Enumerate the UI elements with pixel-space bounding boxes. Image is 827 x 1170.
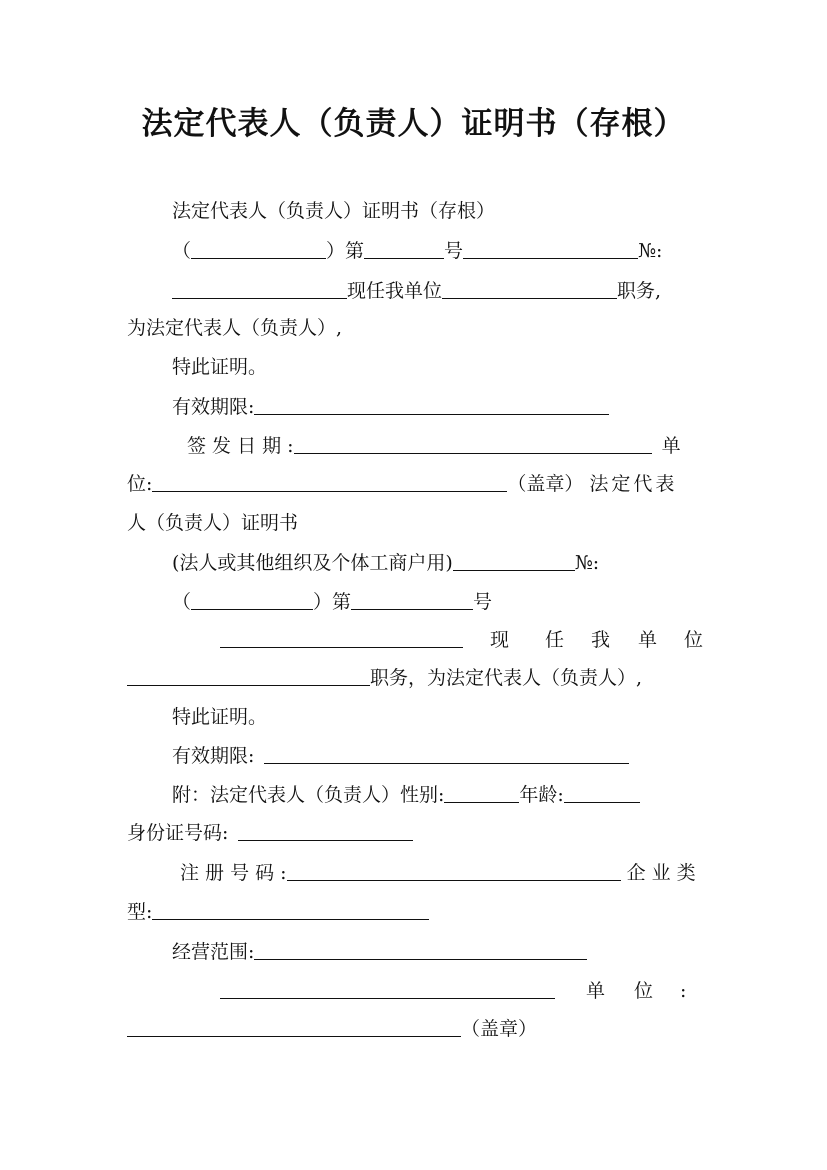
reg-number-label: 注 册 号 码 : — [180, 862, 287, 884]
serial-field[interactable] — [364, 238, 444, 259]
validity-field[interactable] — [254, 394, 609, 415]
no-label: №: — [638, 240, 663, 262]
cert-current-line — [220, 625, 705, 655]
cert-reg-line — [180, 858, 696, 888]
stub-blank-field[interactable] — [463, 238, 638, 259]
stub-heading: 法定代表人（负责人）证明书（存根） — [172, 200, 496, 222]
cert-validity-label: 有效期限: — [172, 745, 255, 767]
cert-unit-blank-field[interactable] — [220, 978, 555, 999]
unit-field[interactable] — [152, 471, 507, 492]
stub-validity-line — [172, 392, 609, 422]
paren-open: （ — [172, 240, 192, 262]
cert-seal-label: （盖章） — [461, 1018, 538, 1040]
unit-char-colon: : — [680, 980, 687, 1002]
cert-serial-field[interactable] — [351, 589, 473, 610]
cert-title-part2: 人（负责人）证明书 — [127, 512, 299, 534]
issue-date-field[interactable] — [294, 433, 652, 454]
position-label: 职务, — [617, 280, 662, 302]
cert-position-line — [127, 663, 642, 693]
reg-number-field[interactable] — [287, 860, 621, 881]
current-at-unit-label: 现任我单位 — [347, 280, 443, 302]
cert-business-scope-line — [172, 937, 587, 967]
paren-close: ） — [326, 240, 346, 262]
cert-usage-line — [172, 548, 599, 578]
cert-enterprise-type-line — [127, 897, 429, 927]
cert-number-line — [172, 587, 492, 617]
enterprise-type-part2: 型: — [127, 901, 153, 923]
business-scope-label: 经营范围: — [172, 941, 255, 963]
enterprise-type-part1: 企 业 类 — [626, 862, 696, 884]
usage-note: (法人或其他组织及个体工商户用) — [172, 552, 453, 574]
document-title: 法定代表人（负责人）证明书（存根） — [141, 106, 686, 142]
di-label: 第 — [345, 240, 365, 262]
stub-unit-line — [127, 469, 677, 499]
cert-seal-line — [127, 1014, 537, 1044]
id-number-field[interactable] — [238, 820, 413, 841]
gender-field[interactable] — [444, 782, 519, 803]
cert-hereby-certify: 特此证明。 — [172, 706, 268, 728]
cert-attachment-line — [172, 780, 640, 810]
cert-di-label: 第 — [332, 591, 352, 613]
stub-position-line — [172, 276, 661, 306]
cert-validity-line — [172, 741, 629, 771]
cert-position-field[interactable] — [127, 665, 370, 686]
position-field[interactable] — [442, 278, 617, 299]
id-number-label: 身份证号码: — [127, 822, 229, 844]
cert-blank-field[interactable] — [453, 550, 575, 571]
year-code-field[interactable] — [191, 238, 326, 259]
cert-id-line — [127, 818, 413, 848]
cert-position-legal-rep: 职务，为法定代表人（负责人）, — [370, 667, 643, 689]
hao-label: 号 — [444, 240, 464, 262]
char-wei: 位 — [684, 629, 704, 651]
validity-label: 有效期限: — [172, 396, 255, 418]
cert-person-name-field[interactable] — [220, 627, 463, 648]
stub-number-line — [172, 236, 662, 266]
cert-title-part1: 法定代表 — [589, 473, 678, 495]
cert-no-label: №: — [574, 552, 600, 574]
unit-label-part2: 位: — [127, 473, 153, 495]
attachment-label: 附：法定代表人（负责人）性别: — [172, 784, 445, 806]
unit-char-wei: 位 — [634, 980, 654, 1002]
stub-legal-rep-text: 为法定代表人（负责人）, — [127, 317, 343, 339]
business-scope-field[interactable] — [254, 939, 587, 960]
seal-label: （盖章） — [507, 473, 584, 495]
issue-date-label: 签 发 日 期 : — [187, 435, 294, 457]
stub-issue-date-line — [187, 431, 681, 461]
char-wo: 我 — [591, 629, 611, 651]
char-xian: 现 — [490, 629, 510, 651]
unit-char-dan: 单 — [586, 980, 606, 1002]
enterprise-type-field[interactable] — [152, 899, 429, 920]
cert-unit-field[interactable] — [127, 1016, 461, 1037]
char-dan: 单 — [638, 629, 658, 651]
stub-hereby-certify: 特此证明。 — [172, 356, 268, 378]
cert-hao-label: 号 — [473, 591, 493, 613]
cert-unit-line — [220, 976, 705, 1006]
person-name-field[interactable] — [172, 278, 347, 299]
unit-label-part1: 单 — [661, 435, 681, 457]
cert-year-code-field[interactable] — [191, 589, 313, 610]
char-ren: 任 — [545, 629, 565, 651]
cert-paren-close: ） — [313, 591, 333, 613]
age-label: 年龄: — [519, 784, 564, 806]
age-field[interactable] — [564, 782, 640, 803]
cert-paren-open: （ — [172, 591, 192, 613]
cert-validity-field[interactable] — [264, 743, 629, 764]
